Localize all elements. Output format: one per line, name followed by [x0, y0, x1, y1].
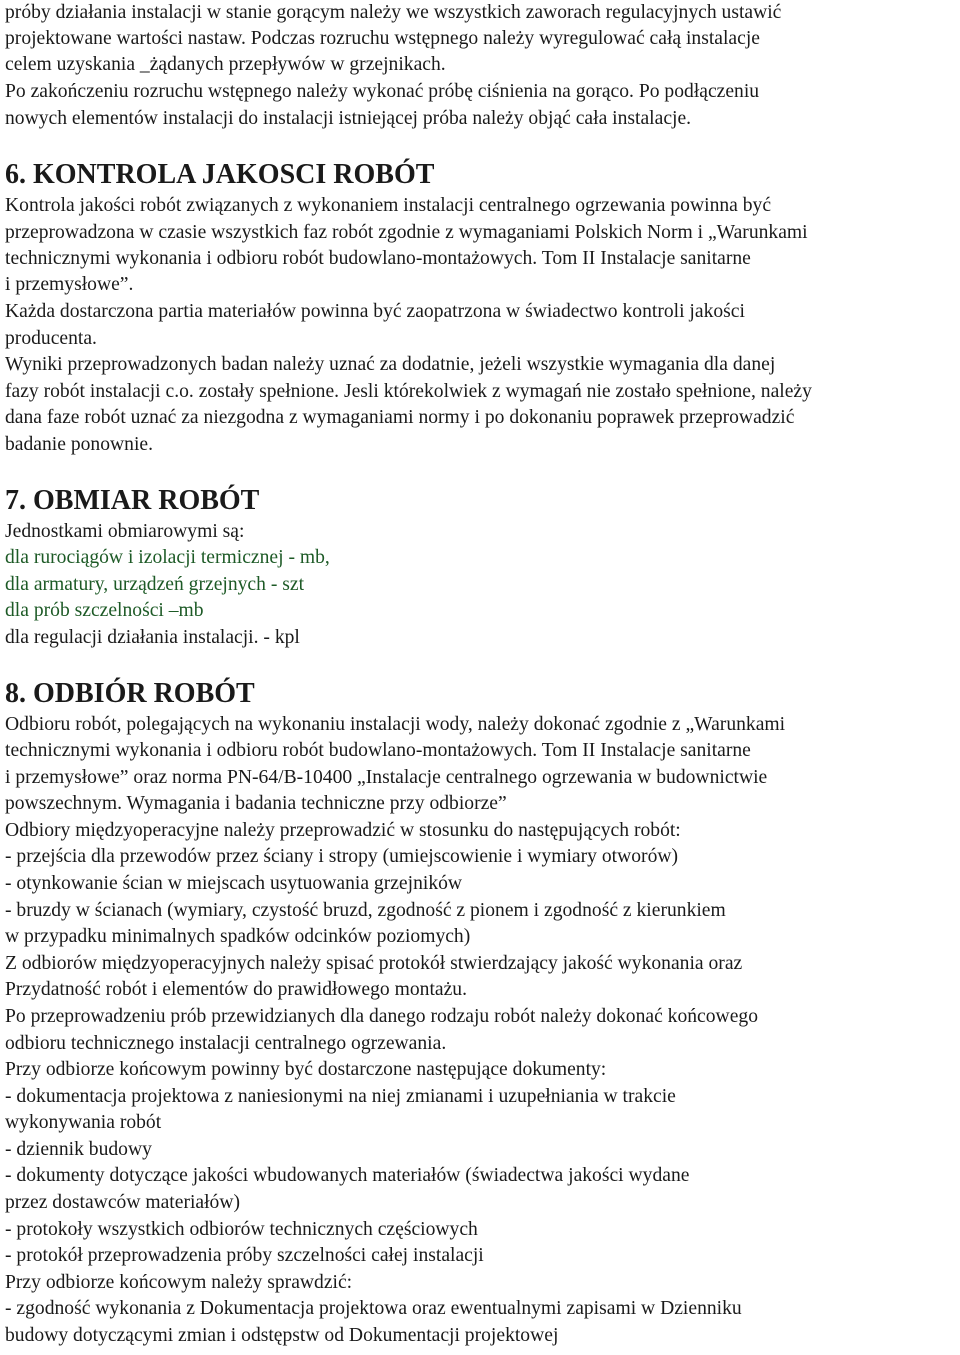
- section-6-line: przeprowadzona w czasie wszystkich faz robót zgodnie z wymaganiami Polskich Norm i „Warunkami: [5, 222, 808, 243]
- section-8-line: - protokoły wszystkich odbiorów technicznych częściowych: [5, 1219, 478, 1240]
- section-8-line: - bruzdy w ścianach (wymiary, czystość bruzd, zgodność z pionem i zgodność z kierunkiem: [5, 900, 726, 921]
- section-8-line: - zgodność wykonania z Dokumentacja projektowa oraz ewentualnymi zapisami w Dzienniku: [5, 1298, 742, 1319]
- section-8-line: - dokumenty dotyczące jakości wbudowanych materiałów (świadectwa jakości wydane: [5, 1165, 690, 1186]
- section-8-line: - dokumentacja projektowa z naniesionymi na niej zmianami i uzupełniania w trakcie: [5, 1086, 676, 1107]
- section-6-line: fazy robót instalacji c.o. zostały spełnione. Jesli którekolwiek z wymagań nie zostało spełnione, należy: [5, 381, 812, 402]
- section-8-line: - otynkowanie ścian w miejscach usytuowania grzejników: [5, 873, 463, 894]
- section-6-line: technicznymi wykonania i odbioru robót budowlano-montażowych. Tom II Instalacje sanitarne: [5, 248, 751, 269]
- section-8-line: Z odbiorów międzyoperacyjnych należy spisać protokół stwierdzający jakość wykonania oraz: [5, 953, 743, 974]
- section-8-line: Odbiory międzyoperacyjne należy przeprowadzić w stosunku do następujących robót:: [5, 820, 681, 841]
- measurement-unit-item: dla regulacji działania instalacji. - kpl: [5, 627, 300, 648]
- section-8-line: - dziennik budowy: [5, 1139, 152, 1160]
- section-6-line: badanie ponownie.: [5, 434, 153, 455]
- section-8-line: Przydatność robót i elementów do prawidłowego montażu.: [5, 979, 467, 1000]
- section-6-line: producenta.: [5, 328, 97, 349]
- section-6-line: dana faze robót uznać za niezgodna z wymaganiami normy i po dokonaniu poprawek przeprowadzić: [5, 407, 795, 428]
- measurement-unit-item: dla armatury, urządzeń grzejnych - szt: [5, 574, 305, 595]
- intro-line: nowych elementów instalacji do instalacji istniejącej próba należy objąć cała instalacje.: [5, 108, 692, 129]
- section-8-line: - przejścia dla przewodów przez ściany i stropy (umiejscowienie i wymiary otworów): [5, 846, 679, 867]
- section-8-line: technicznymi wykonania i odbioru robót budowlano-montażowych. Tom II Instalacje sanitarne: [5, 740, 751, 761]
- section-7-heading: 7. OBMIAR ROBÓT: [5, 485, 260, 516]
- section-8-line: w przypadku minimalnych spadków odcinków poziomych): [5, 926, 471, 947]
- intro-line: projektowane wartości nastaw. Podczas rozruchu wstępnego należy wyregulować całą instalacje: [5, 28, 760, 49]
- section-8-line: - protokół przeprowadzenia próby szczelności całej instalacji: [5, 1245, 484, 1266]
- section-8-line: wykonywania robót: [5, 1112, 162, 1133]
- section-8-line: przez dostawców materiałów): [5, 1192, 241, 1213]
- intro-line: celem uzyskania _żądanych przepływów w grzejnikach.: [5, 54, 446, 75]
- section-8-line: Przy odbiorze końcowym powinny być dostarczone następujące dokumenty:: [5, 1059, 607, 1080]
- section-8-line: Po przeprowadzeniu prób przewidzianych dla danego rodzaju robót należy dokonać końcowego: [5, 1006, 758, 1027]
- section-6-line: Kontrola jakości robót związanych z wykonaniem instalacji centralnego ogrzewania powinna być: [5, 195, 772, 216]
- section-8-heading: 8. ODBIÓR ROBÓT: [5, 678, 255, 709]
- section-6-line: Wyniki przeprowadzonych badan należy uznać za dodatnie, jeżeli wszystkie wymagania dla danej: [5, 354, 776, 375]
- intro-line: Po zakończeniu rozruchu wstępnego należy wykonać próbę ciśnienia na gorąco. Po podłączeniu: [5, 81, 760, 102]
- section-8-line: powszechnym. Wymagania i badania techniczne przy odbiorze”: [5, 793, 507, 814]
- measurement-unit-item: dla prób szczelności –mb: [5, 600, 204, 621]
- section-8-line: Przy odbiorze końcowym należy sprawdzić:: [5, 1272, 353, 1293]
- measurement-unit-item: dla rurociągów i izolacji termicznej - mb,: [5, 547, 330, 568]
- section-6-line: i przemysłowe”.: [5, 274, 134, 295]
- section-6-heading: 6. KONTROLA JAKOSCI ROBÓT: [5, 159, 435, 190]
- section-6-line: Każda dostarczona partia materiałów powinna być zaopatrzona w świadectwo kontroli jakości: [5, 301, 745, 322]
- section-8-line: budowy dotyczącymi zmian i odstępstw od Dokumentacji projektowej: [5, 1325, 559, 1346]
- section-7-intro: Jednostkami obmiarowymi są:: [5, 521, 245, 542]
- intro-line: próby działania instalacji w stanie gorącym należy we wszystkich zaworach regulacyjnych ustawić: [5, 2, 782, 23]
- section-8-line: i przemysłowe” oraz norma PN-64/B-10400 „Instalacje centralnego ogrzewania w budownictwie: [5, 767, 768, 788]
- section-8-line: odbioru technicznego instalacji centralnego ogrzewania.: [5, 1033, 447, 1054]
- section-8-line: Odbioru robót, polegających na wykonaniu instalacji wody, należy dokonać zgodnie z „Warunkami: [5, 714, 786, 735]
